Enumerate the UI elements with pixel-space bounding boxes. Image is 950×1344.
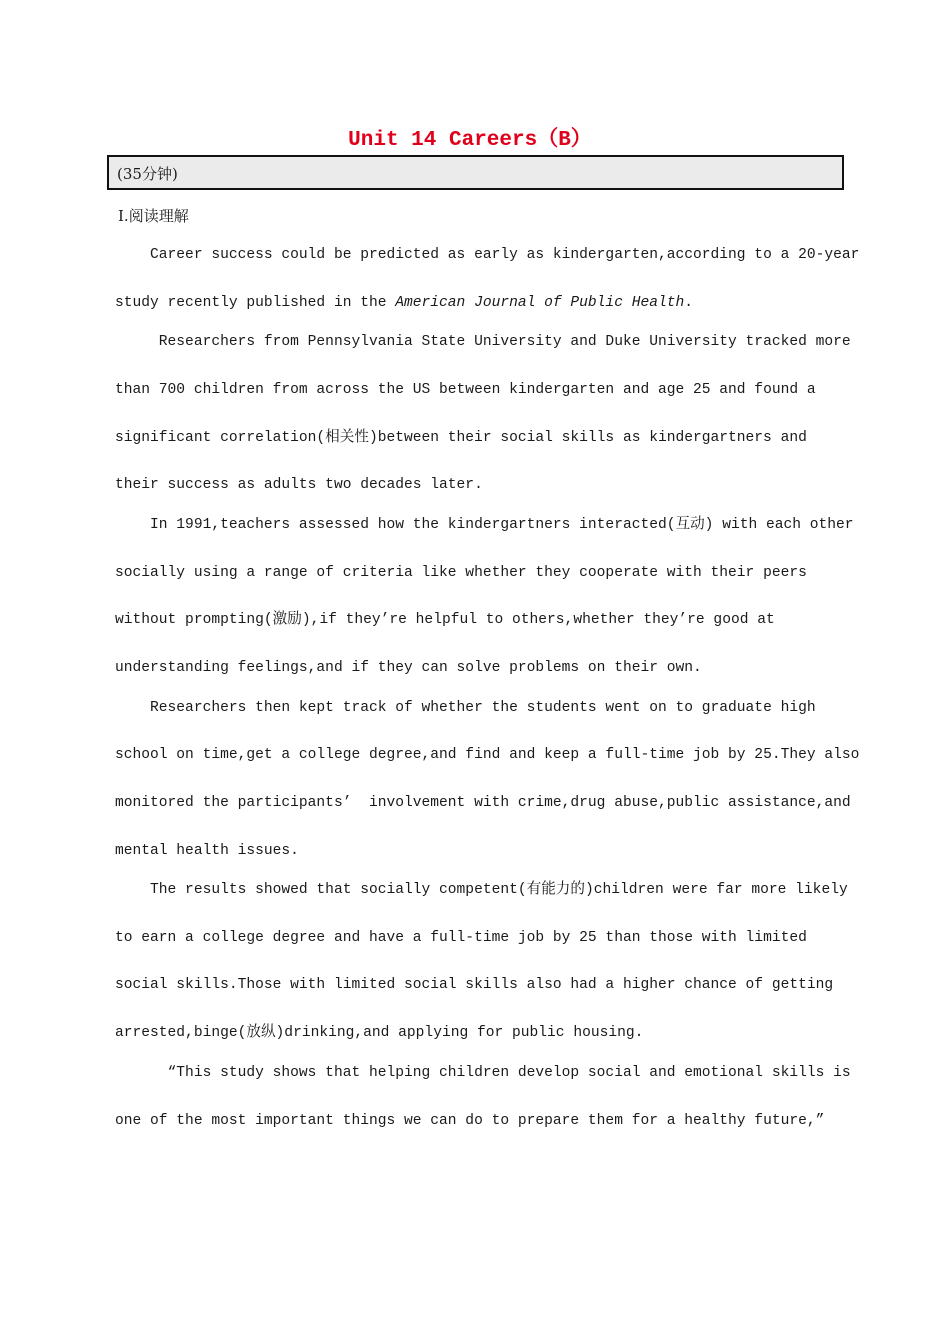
paragraph-3-line-2: socially using a range of criteria like whether they cooperate with their peers <box>115 565 807 581</box>
paragraph-4-line-2: school on time,get a college degree,and find and keep a full-time job by 25.They also <box>115 747 860 763</box>
paragraph-2-line-2: than 700 children from across the US between kindergarten and age 25 and found a <box>115 382 816 398</box>
paragraph-6-line-1: “This study shows that helping children develop social and emotional skills is <box>115 1065 851 1081</box>
paragraph-5-line-1: The results showed that socially competent(有能力的)children were far more likely <box>115 882 848 898</box>
paragraph-1-line-1: Career success could be predicted as early as kindergarten,according to a 20-year <box>115 247 860 263</box>
paragraph-6-line-2: one of the most important things we can do to prepare them for a healthy future,” <box>115 1113 825 1129</box>
paragraph-2-line-3: significant correlation(相关性)between their social skills as kindergartners and <box>115 430 807 446</box>
paragraph-1-line-2 <box>115 293 693 313</box>
paragraph-2-line-1: Researchers from Pennsylvania State University and Duke University tracked more <box>115 334 851 350</box>
paragraph-5-line-3: social skills.Those with limited social skills also had a higher chance of getting <box>115 977 834 993</box>
paragraph-5-line-2: to earn a college degree and have a full-time job by 25 than those with limited <box>115 930 807 946</box>
paragraph-2-line-4: their success as adults two decades later. <box>115 477 483 493</box>
page-title: Unit 14 Careers（B） <box>348 129 592 152</box>
paragraph-5-line-4: arrested,binge(放纵)drinking,and applying for public housing. <box>115 1025 644 1041</box>
paragraph-3-line-3: without prompting(激励),if they’re helpful to others,whether they’re good at <box>115 612 775 628</box>
section-heading: Ⅰ.阅读理解 <box>118 207 189 225</box>
text-segment: study recently published in the <box>115 295 396 311</box>
paragraph-3-line-4: understanding feelings,and if they can solve problems on their own. <box>115 660 702 676</box>
paragraph-3-line-1: In 1991,teachers assessed how the kindergartners interacted(互动) with each other <box>115 517 854 533</box>
time-limit-box <box>107 155 844 190</box>
journal-name: American Journal of Public Health <box>395 295 685 311</box>
paragraph-4-line-1: Researchers then kept track of whether the students went on to graduate high <box>115 700 816 716</box>
time-limit-label: (35分钟) <box>117 165 178 183</box>
paragraph-4-line-4: mental health issues. <box>115 843 299 859</box>
paragraph-4-line-3: monitored the participants’ involvement with crime,drug abuse,public assistance,and <box>115 795 851 811</box>
text-segment: . <box>684 295 694 311</box>
